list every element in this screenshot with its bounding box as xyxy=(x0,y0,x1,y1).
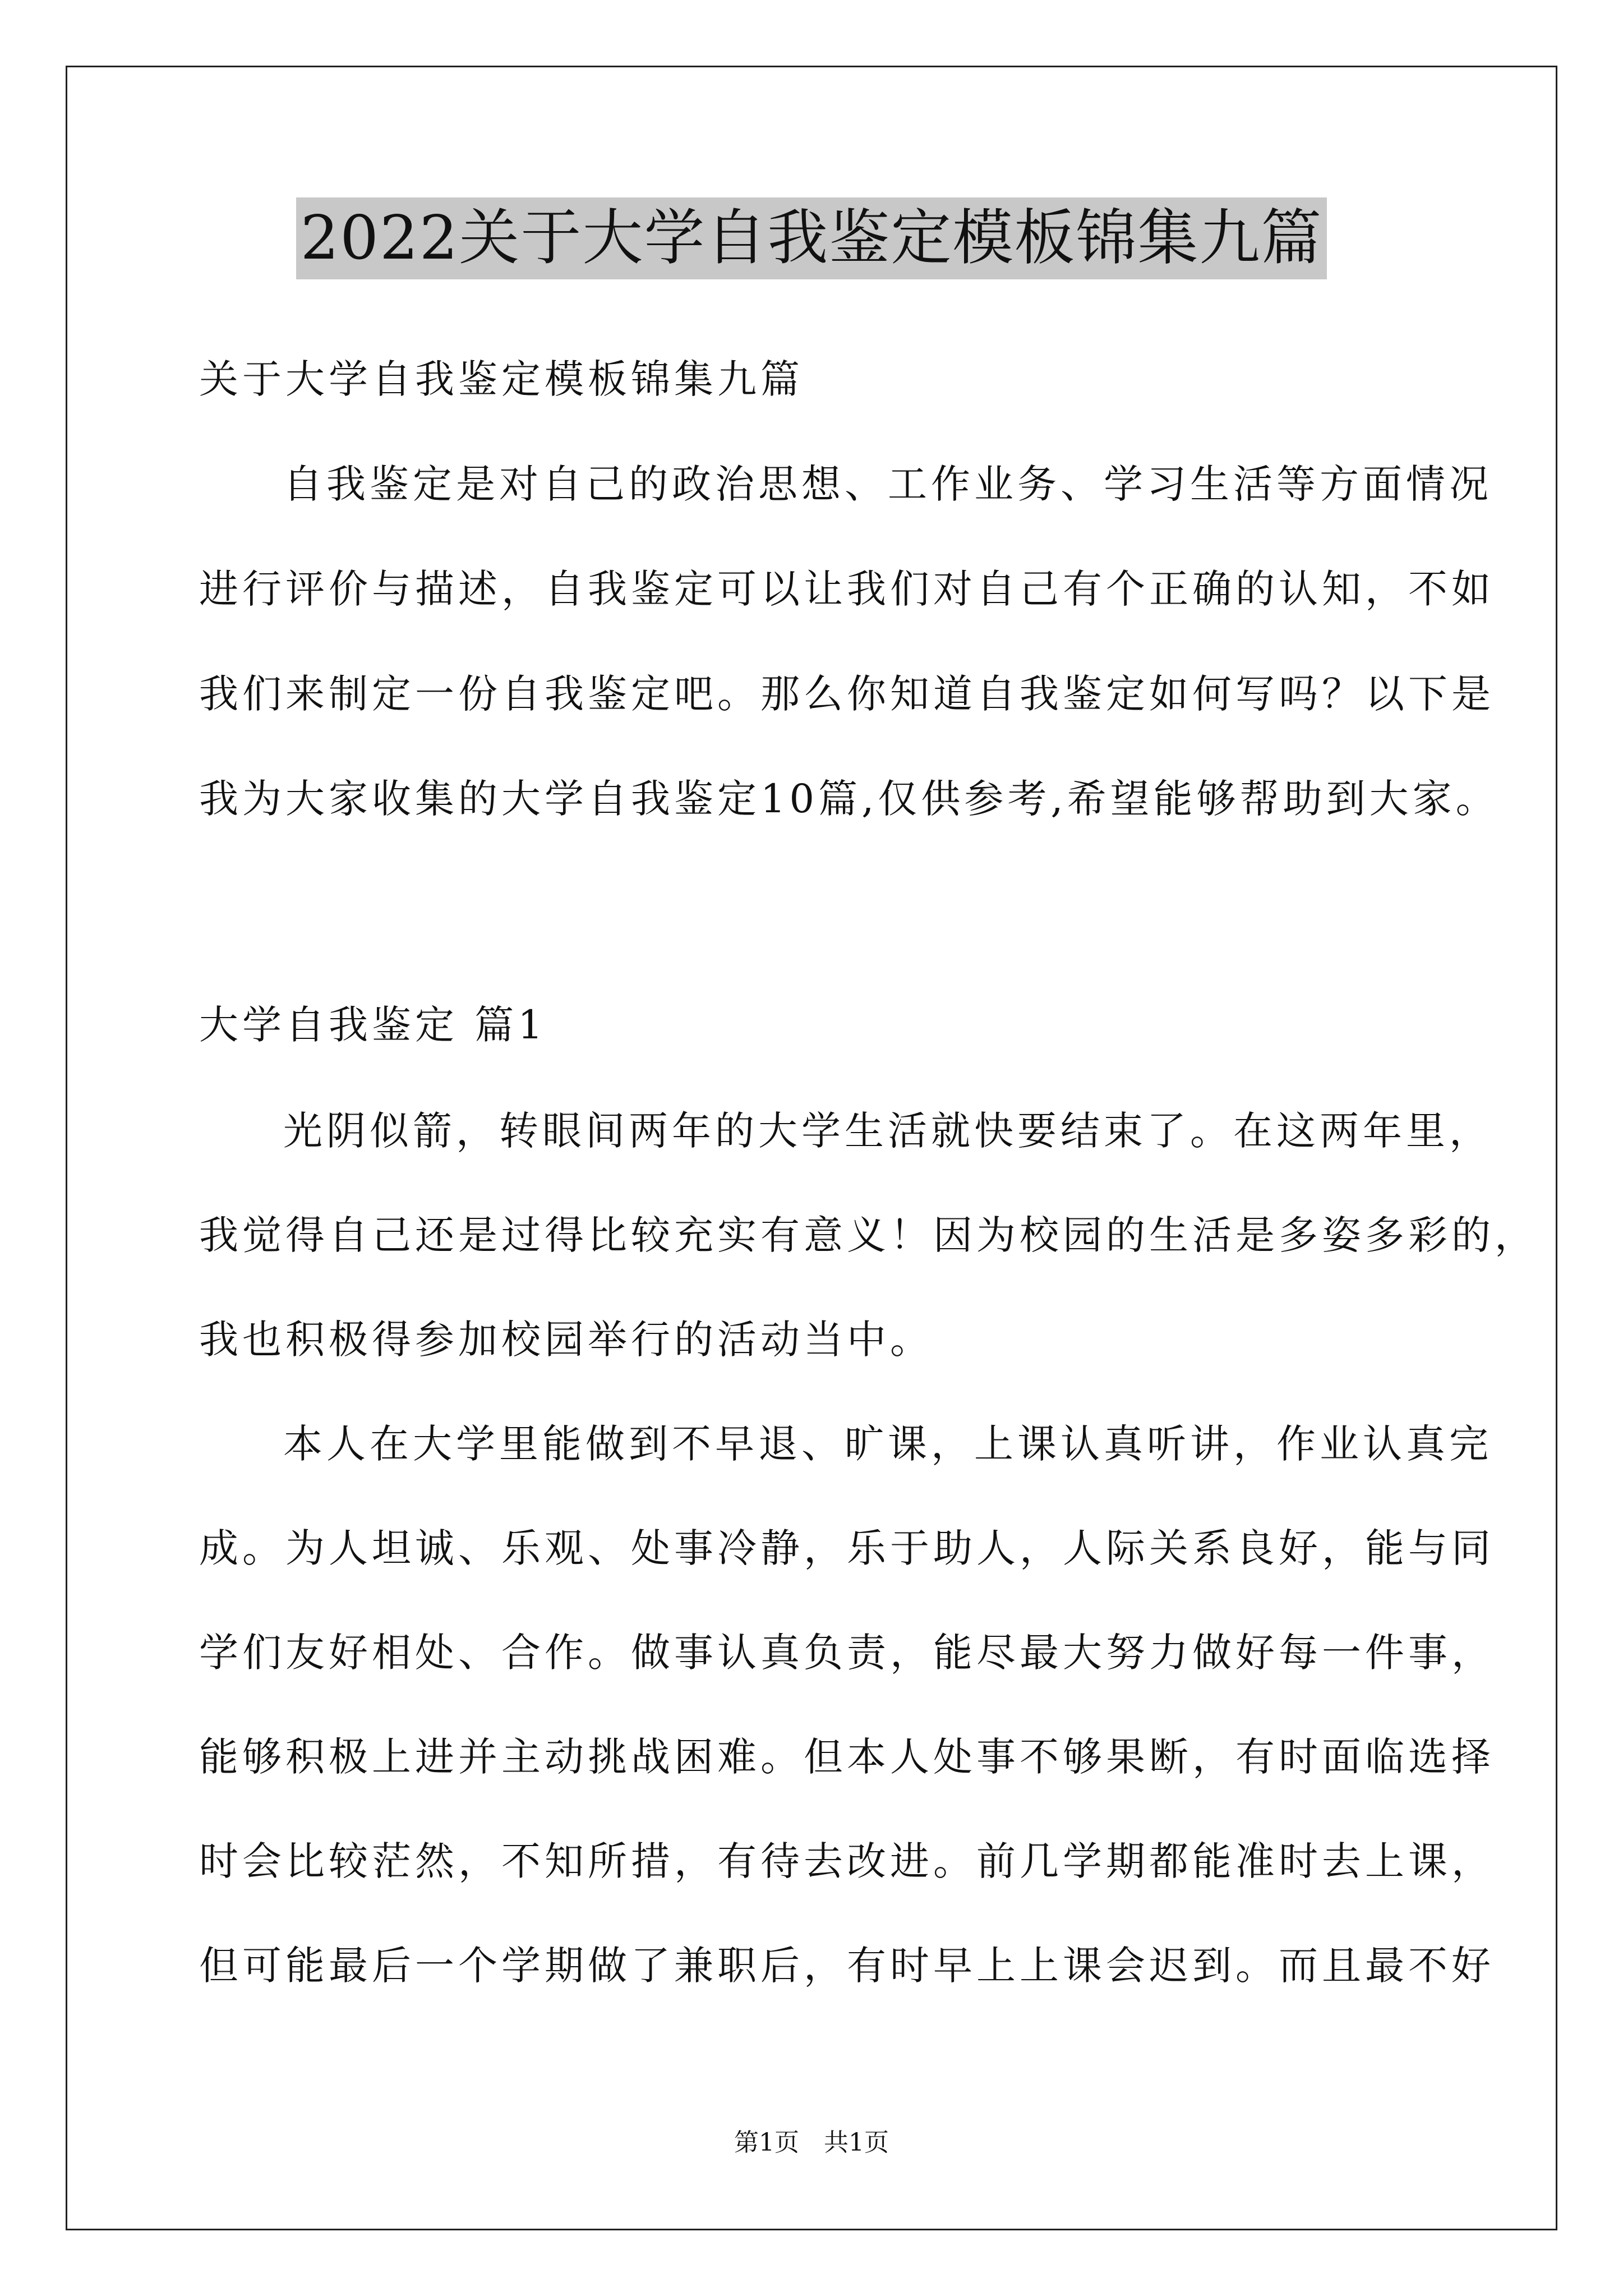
paragraph-line: 光阴似箭，转眼间两年的大学生活就快要结束了。在这两年里， xyxy=(283,1108,1492,1154)
page-footer: 第1页 共1页 xyxy=(734,2128,889,2157)
paragraph-line: 学们友好相处、合作。做事认真负责，能尽最大努力做好每一件事， xyxy=(199,1630,1495,1676)
intro-line: 我们来制定一份自我鉴定吧。那么你知道自我鉴定如何写吗？以下是 xyxy=(199,671,1495,717)
document-title: 2022关于大学自我鉴定模板锦集九篇 xyxy=(296,197,1327,279)
paragraph-line: 能够积极上进并主动挑战困难。但本人处事不够果断，有时面临选择 xyxy=(199,1734,1495,1780)
section-heading: 大学自我鉴定 篇1 xyxy=(199,1002,547,1048)
document-subtitle: 关于大学自我鉴定模板锦集九篇 xyxy=(199,356,804,402)
paragraph-line: 我觉得自己还是过得比较充实有意义！因为校园的生活是多姿多彩的， xyxy=(199,1212,1538,1258)
paragraph-line: 成。为人坦诚、乐观、处事冷静，乐于助人，人际关系良好，能与同 xyxy=(199,1525,1495,1571)
intro-line: 自我鉴定是对自己的政治思想、工作业务、学习生活等方面情况 xyxy=(283,461,1492,507)
intro-line: 进行评价与描述，自我鉴定可以让我们对自己有个正确的认知，不如 xyxy=(199,566,1495,612)
paragraph-line: 但可能最后一个学期做了兼职后，有时早上上课会迟到。而且最不好 xyxy=(199,1943,1495,1989)
intro-line: 我为大家收集的大学自我鉴定10篇,仅供参考,希望能够帮助到大家。 xyxy=(199,776,1499,822)
paragraph-line: 本人在大学里能做到不早退、旷课，上课认真听讲，作业认真完 xyxy=(283,1421,1492,1467)
title-container xyxy=(0,197,1623,279)
paragraph-line: 时会比较茫然，不知所措，有待去改进。前几学期都能准时去上课， xyxy=(199,1838,1495,1884)
paragraph-line: 我也积极得参加校园举行的活动当中。 xyxy=(199,1317,933,1363)
